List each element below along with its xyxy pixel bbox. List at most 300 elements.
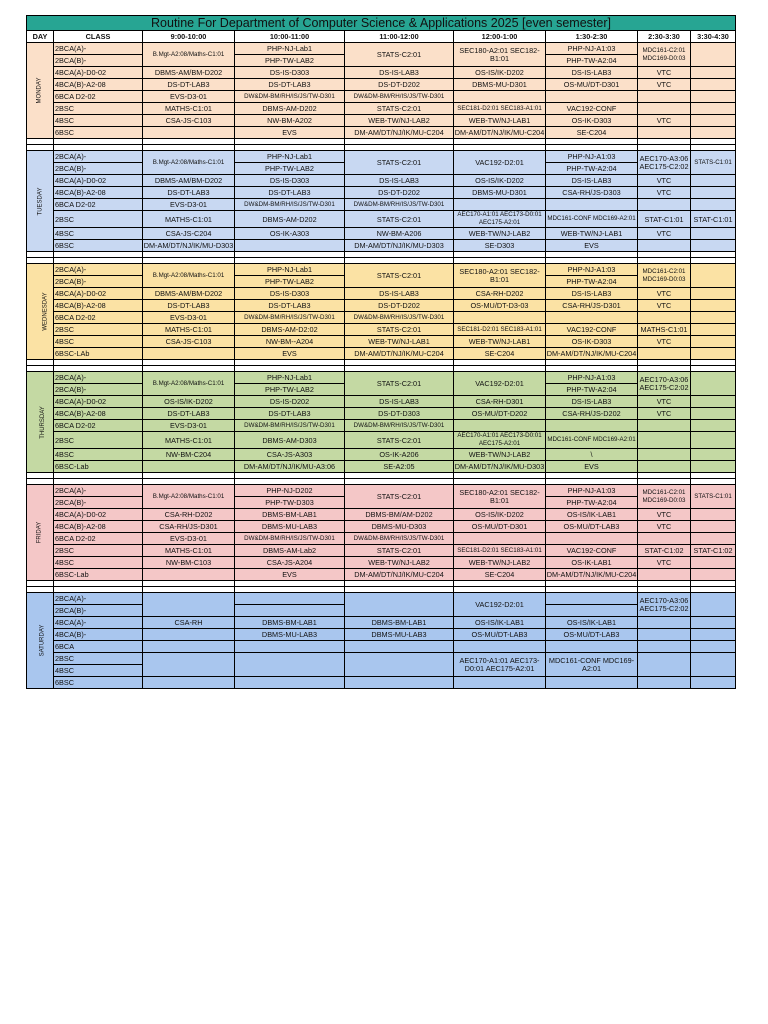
period-cell [638, 432, 691, 449]
period-cell [691, 677, 736, 689]
period-cell: B.Mgt-A2:08/Maths-C1:01 [143, 485, 235, 509]
class-label: 2BSC [54, 324, 143, 336]
period-cell [454, 199, 546, 211]
day-label-text: TUESDAY [37, 187, 44, 215]
class-label: 6BCA D2-02 [54, 312, 143, 324]
period-cell: EVS [546, 461, 638, 473]
period-cell: CSA-JS-A204 [235, 557, 345, 569]
period-cell: DW&DM-BM/RH/IS/JS/TW-D301 [235, 533, 345, 545]
class-label: 4BCA(A)-D0-02 [54, 67, 143, 79]
day-label-text: THURSDAY [39, 405, 46, 439]
period-cell: OS-MU/DT-LAB3 [454, 629, 546, 641]
routine-row [27, 449, 736, 461]
period-cell: CSA-RH-D301 [454, 396, 546, 408]
class-label: 4BCA(B)-A2-08 [54, 79, 143, 91]
period-cell: VTC [638, 67, 691, 79]
period-cell: DS-IS-LAB3 [345, 175, 454, 187]
day-label-text: SATURDAY [39, 624, 46, 657]
period-cell: DS-DT-LAB3 [235, 187, 345, 199]
period-cell [235, 641, 345, 653]
period-cell: OS-IK-D303 [546, 336, 638, 348]
period-cell: DS-DT-D202 [345, 79, 454, 91]
period-cell [345, 641, 454, 653]
period-cell [691, 629, 736, 641]
period-cell: EVS [546, 240, 638, 252]
period-cell: PHP-NJ-Lab1 [235, 372, 345, 384]
period-cell: OS-IS/IK-D202 [143, 396, 235, 408]
routine-row [27, 509, 736, 521]
class-label: 6BCA D2-02 [54, 91, 143, 103]
class-label: 6BCA D2-02 [54, 420, 143, 432]
period-cell [691, 187, 736, 199]
period-cell: PHP-TW-LAB2 [235, 276, 345, 288]
period-cell: WEB-TW/NJ-LAB1 [345, 336, 454, 348]
period-cell: STATS-C2:01 [345, 432, 454, 449]
routine-row [27, 348, 736, 360]
period-cell: DS-IS-D303 [235, 288, 345, 300]
period-cell: DBMS-AM/BM-D202 [143, 67, 235, 79]
period-cell [235, 240, 345, 252]
period-cell [345, 677, 454, 689]
routine-row [27, 677, 736, 689]
period-cell [691, 336, 736, 348]
period-cell [691, 43, 736, 67]
routine-row [27, 461, 736, 473]
period-cell: STAT-C1:02 [638, 545, 691, 557]
period-cell: VTC [638, 300, 691, 312]
day-label-text: FRIDAY [36, 521, 43, 544]
period-cell [691, 300, 736, 312]
period-cell: PHP-NJ-A1:03 [546, 485, 638, 497]
period-cell: VAC192-CONF [546, 103, 638, 115]
period-cell: SE-C204 [454, 569, 546, 581]
period-cell [691, 288, 736, 300]
period-cell [235, 653, 345, 677]
period-cell: VTC [638, 79, 691, 91]
period-cell: STATS-C1:01 [691, 485, 736, 509]
period-cell: DS-DT-LAB3 [235, 408, 345, 420]
period-cell [454, 420, 546, 432]
page-title: Routine For Department of Computer Science & Applications 2025 [even semester] [27, 16, 736, 31]
period-cell [143, 127, 235, 139]
period-cell: DM-AM/DT/NJ/IK/MU-C204 [345, 569, 454, 581]
period-cell: DS-DT-D303 [345, 408, 454, 420]
period-cell: OS-MU/DT-D301 [454, 521, 546, 533]
period-cell: DBMS-AM/BM-D202 [143, 288, 235, 300]
period-cell: DS-IS-LAB3 [546, 396, 638, 408]
day-label-text: WEDNESDAY [42, 292, 49, 331]
period-cell: PHP-NJ-Lab1 [235, 264, 345, 276]
period-cell: NW-BM-C103 [143, 557, 235, 569]
period-cell: CSA-RH-D202 [143, 509, 235, 521]
period-cell: DM-AM/DT/NJ/IK/MU-C204 [345, 127, 454, 139]
header-slot-5: 1:30-2:30 [546, 31, 638, 43]
period-cell: VAC192-CONF [546, 545, 638, 557]
routine-row [27, 432, 736, 449]
class-label: 2BSC [54, 545, 143, 557]
period-cell: B.Mgt-A2:08/Maths-C1:01 [143, 43, 235, 67]
period-cell: VTC [638, 509, 691, 521]
period-cell: DBMS-AM-Lab2 [235, 545, 345, 557]
period-cell: DW&DM-BM/RH/IS/JS/TW-D301 [235, 312, 345, 324]
routine-row [27, 43, 736, 55]
class-label: 6BSC [54, 127, 143, 139]
routine-row [27, 485, 736, 497]
period-cell [691, 396, 736, 408]
routine-row [27, 408, 736, 420]
period-cell: \ [546, 449, 638, 461]
routine-row [27, 336, 736, 348]
period-cell: B.Mgt-A2:08/Maths-C1:01 [143, 372, 235, 396]
period-cell: CSA-RH/JS-D301 [546, 300, 638, 312]
routine-row [27, 115, 736, 127]
period-cell: PHP-TW-LAB2 [235, 163, 345, 175]
period-cell: EVS [235, 348, 345, 360]
period-cell: MATHS-C1:01 [143, 103, 235, 115]
routine-row [27, 653, 736, 665]
period-cell: EVS-D3-01 [143, 91, 235, 103]
period-cell [454, 641, 546, 653]
period-cell [691, 348, 736, 360]
period-cell: DS-DT-LAB3 [143, 187, 235, 199]
period-cell [638, 569, 691, 581]
period-cell [143, 629, 235, 641]
period-cell: VAC192-D2:01 [454, 151, 546, 175]
period-cell: MDC161-CONF MDC169-A2:01 [546, 432, 638, 449]
period-cell [235, 593, 345, 605]
period-cell: WEB-TW/NJ-LAB2 [454, 557, 546, 569]
period-cell [691, 569, 736, 581]
period-cell: DM-AM/DT/NJ/IK/MU-D303 [345, 240, 454, 252]
period-cell: VTC [638, 408, 691, 420]
period-cell: VTC [638, 396, 691, 408]
routine-row [27, 545, 736, 557]
period-cell [638, 199, 691, 211]
routine-row [27, 151, 736, 163]
period-cell [143, 653, 235, 677]
period-cell: SEC180-A2:01 SEC182-B1:01 [454, 485, 546, 509]
routine-row [27, 617, 736, 629]
period-cell [235, 677, 345, 689]
period-cell: DW&DM-BM/RH/IS/JS/TW-D301 [345, 91, 454, 103]
period-cell: VTC [638, 228, 691, 240]
period-cell: STATS-C2:01 [345, 151, 454, 175]
period-cell: VAC192-CONF [546, 324, 638, 336]
period-cell: NW-BM-A202 [235, 115, 345, 127]
period-cell: CSA-JS-A303 [235, 449, 345, 461]
class-label: 2BCA(A)- [54, 43, 143, 55]
period-cell: STATS-C2:01 [345, 372, 454, 396]
period-cell: PHP-TW-A2:04 [546, 55, 638, 67]
routine-row [27, 288, 736, 300]
period-cell [454, 312, 546, 324]
period-cell: DS-IS-LAB3 [345, 396, 454, 408]
period-cell: DM-AM/DT/NJ/IK/MU-C204 [454, 128, 545, 137]
period-cell [691, 79, 736, 91]
routine-row [27, 187, 736, 199]
period-cell: STAT-C1:02 [691, 545, 736, 557]
period-cell: MATHS-C1:01 [143, 211, 235, 228]
period-cell: WEB-TW/NJ-LAB2 [345, 115, 454, 127]
header-slot-7: 3:30-4:30 [691, 31, 736, 43]
class-label: 2BCA(B)- [54, 55, 143, 67]
period-cell: DM-AM/DT/NJ/IK/MU-D303 [454, 462, 545, 471]
period-cell: WEB-TW/NJ-LAB1 [454, 115, 546, 127]
period-cell: DS-IS-LAB3 [546, 288, 638, 300]
class-label: 2BCA(A)- [54, 264, 143, 276]
routine-row [27, 199, 736, 211]
period-cell [143, 348, 235, 360]
period-cell: DBMS-AM-D202 [235, 211, 345, 228]
period-cell: WEB-TW/NJ-LAB2 [345, 557, 454, 569]
routine-row [27, 420, 736, 432]
header-slot-2: 10:00-11:00 [235, 31, 345, 43]
period-cell: WEB-TW/NJ-LAB2 [454, 449, 546, 461]
class-label: 6BCA D2-02 [54, 533, 143, 545]
routine-row [27, 79, 736, 91]
period-cell: MATHS-C1:01 [143, 432, 235, 449]
period-cell: OS-MU/DT-LAB3 [546, 629, 638, 641]
routine-row [27, 312, 736, 324]
period-cell: STATS-C2:01 [345, 264, 454, 288]
day-label-text: MONDAY [36, 77, 43, 104]
period-cell: STATS-C2:01 [345, 103, 454, 115]
routine-row [27, 127, 736, 139]
period-cell: SEC180-A2:01 SEC182-B1:01 [454, 264, 546, 288]
period-cell: PHP-TW-A2:04 [546, 497, 638, 509]
period-cell: DBMS-MU-D301 [454, 79, 546, 91]
class-label: 4BSC [54, 665, 143, 677]
period-cell: STATS-C1:01 [691, 151, 736, 175]
period-cell: DBMS-BM-LAB1 [345, 617, 454, 629]
period-cell: DM-AM/DT/NJ/IK/MU-C204 [345, 348, 454, 360]
period-cell [345, 653, 454, 677]
period-cell: CSA-JS-C103 [143, 336, 235, 348]
class-label: 2BCA(B)- [54, 497, 143, 509]
period-cell [691, 264, 736, 288]
period-cell: MATHS-C1:01 [638, 324, 691, 336]
period-cell: AEC170-A3:06 AEC175-C2:02 [638, 593, 691, 617]
class-label: 4BSC [54, 336, 143, 348]
period-cell: DS-IS-D303 [235, 67, 345, 79]
routine-row [27, 240, 736, 252]
routine-row [27, 557, 736, 569]
period-cell: DS-DT-LAB3 [235, 79, 345, 91]
period-cell [638, 420, 691, 432]
period-cell: SE-A2:05 [345, 461, 454, 473]
period-cell: VTC [638, 288, 691, 300]
header-day: DAY [27, 31, 54, 43]
period-cell: DBMS-BM/AM-D202 [345, 509, 454, 521]
period-cell: PHP-TW-A2:04 [546, 163, 638, 175]
period-cell: SE-C204 [546, 127, 638, 139]
period-cell: VTC [638, 187, 691, 199]
class-label: 4BCA(A)-D0-02 [54, 175, 143, 187]
period-cell: CSA-JS-C103 [143, 115, 235, 127]
period-cell: PHP-TW-LAB2 [235, 55, 345, 67]
period-cell: SEC180-A2:01 SEC182-B1:01 [454, 43, 546, 67]
period-cell [691, 653, 736, 677]
period-cell [691, 228, 736, 240]
period-cell [143, 641, 235, 653]
routine-row [27, 91, 736, 103]
period-cell: MDC161-C2:01 MDC169-D0:03 [638, 264, 691, 288]
period-cell: STATS-C2:01 [345, 324, 454, 336]
period-cell: OS-IS/IK-LAB1 [454, 617, 546, 629]
period-cell: VTC [638, 557, 691, 569]
routine-row [27, 521, 736, 533]
period-cell [691, 199, 736, 211]
period-cell [638, 91, 691, 103]
period-cell [691, 557, 736, 569]
routine-row [27, 175, 736, 187]
day-label [27, 372, 54, 473]
period-cell: STAT-C1:01 [691, 211, 736, 228]
class-label: 6BCA [54, 641, 143, 653]
period-cell [691, 420, 736, 432]
period-cell: DS-DT-D202 [345, 187, 454, 199]
class-label: 4BCA(B)-A2-08 [54, 521, 143, 533]
period-cell: AEC170-A3:06 AEC175-C2:02 [638, 372, 691, 396]
period-cell [546, 641, 638, 653]
period-cell [691, 509, 736, 521]
period-cell [638, 533, 691, 545]
period-cell: CSA-RH/JS-D301 [143, 521, 235, 533]
routine-row [27, 300, 736, 312]
period-cell: STATS-C2:01 [345, 43, 454, 67]
period-cell: EVS-D3-01 [143, 312, 235, 324]
period-cell: OS-IS/IK-D202 [454, 67, 546, 79]
class-label: 6BCA D2-02 [54, 199, 143, 211]
period-cell: OS-MU/DT-D301 [546, 79, 638, 91]
period-cell: OS-IS/IK-LAB1 [546, 617, 638, 629]
period-cell: DBMS-BM-LAB1 [235, 509, 345, 521]
period-cell: OS-MU/DT-D3-03 [454, 300, 546, 312]
period-cell: CSA-RH-D202 [454, 288, 546, 300]
class-label: 4BCA(B)- [54, 629, 143, 641]
period-cell: OS-IS/IK-D202 [454, 509, 546, 521]
class-label: 2BCA(B)- [54, 163, 143, 175]
header-slot-4: 12:00-1:00 [454, 31, 546, 43]
period-cell: SE-C204 [454, 348, 546, 360]
period-cell: DBMS-AM-D2:02 [235, 324, 345, 336]
period-cell: DW&DM-BM/RH/IS/JS/TW-D301 [345, 312, 454, 324]
period-cell: PHP-NJ-A1:03 [546, 264, 638, 276]
period-cell [454, 91, 546, 103]
period-cell [691, 408, 736, 420]
class-label: 2BCA(A)- [54, 593, 143, 605]
period-cell: DS-DT-D202 [345, 300, 454, 312]
period-cell: DBMS-MU-D301 [454, 187, 546, 199]
period-cell: PHP-TW-A2:04 [546, 384, 638, 396]
routine-row [27, 324, 736, 336]
period-cell [638, 617, 691, 629]
period-cell: STATS-C2:01 [345, 485, 454, 509]
period-cell: B.Mgt-A2:08/Maths-C1:01 [143, 151, 235, 175]
class-label: 2BCA(B)- [54, 384, 143, 396]
period-cell: MDC161-CONF MDC169-A2:01 [546, 653, 638, 677]
period-cell: SEC181-D2:01 SEC183-A1:01 [454, 103, 546, 115]
period-cell [691, 127, 736, 139]
routine-row [27, 396, 736, 408]
period-cell: DM-AM/DT/NJ/IK/MU-C204 [546, 349, 637, 358]
day-label [27, 485, 54, 581]
period-cell [691, 324, 736, 336]
period-cell: DW&DM-BM/RH/IS/JS/TW-D301 [235, 91, 345, 103]
period-cell [546, 420, 638, 432]
period-cell: DS-DT-LAB3 [143, 300, 235, 312]
period-cell [143, 677, 235, 689]
period-cell: DM-AM/DT/NJ/IK/MU-C204 [546, 570, 637, 579]
period-cell: STATS-C2:01 [345, 211, 454, 228]
period-cell [638, 461, 691, 473]
period-cell [546, 605, 638, 617]
period-cell: DBMS-AM-D303 [235, 432, 345, 449]
class-label: 4BSC [54, 115, 143, 127]
period-cell [691, 312, 736, 324]
class-label: 4BSC [54, 228, 143, 240]
period-cell: MDC161-CONF MDC169-A2:01 [546, 211, 638, 228]
class-label: 6BSC-Lab [54, 461, 143, 473]
class-label: 2BSC [54, 653, 143, 665]
period-cell: VTC [638, 115, 691, 127]
period-cell [143, 593, 235, 617]
class-label: 6BSC-Lab [54, 569, 143, 581]
period-cell: OS-MU/DT-LAB3 [546, 521, 638, 533]
period-cell [691, 449, 736, 461]
class-label: 2BCA(A)- [54, 151, 143, 163]
class-label: 4BCA(B)-A2-08 [54, 408, 143, 420]
routine-row [27, 629, 736, 641]
period-cell: PHP-NJ-A1:03 [546, 151, 638, 163]
period-cell: OS-MU/DT-D202 [454, 408, 546, 420]
period-cell: DW&DM-BM/RH/IS/JS/TW-D301 [235, 420, 345, 432]
period-cell: VTC [638, 521, 691, 533]
period-cell: PHP-NJ-Lab1 [235, 151, 345, 163]
routine-row [27, 264, 736, 276]
period-cell: AEC170-A1:01 AEC173-D0:01 AEC175-A2:01 [454, 432, 546, 449]
period-cell [638, 641, 691, 653]
header-row [27, 31, 736, 43]
period-cell [691, 533, 736, 545]
period-cell [143, 461, 235, 473]
period-cell: STATS-C2:01 [345, 545, 454, 557]
period-cell: PHP-NJ-D202 [235, 485, 345, 497]
routine-row [27, 67, 736, 79]
day-label [27, 264, 54, 360]
class-label: 4BCA(A)- [54, 617, 143, 629]
period-cell [638, 348, 691, 360]
period-cell: OS-IK-LAB1 [546, 557, 638, 569]
period-cell: DBMS-MU-LAB3 [235, 629, 345, 641]
period-cell [546, 677, 638, 689]
period-cell: VTC [638, 336, 691, 348]
period-cell [691, 240, 736, 252]
period-cell [691, 175, 736, 187]
period-cell: DM-AM/DT/NJ/IK/MU-A3:06 [235, 461, 345, 473]
period-cell: NW-BM-A206 [345, 228, 454, 240]
routine-row [27, 228, 736, 240]
period-cell [691, 67, 736, 79]
period-cell: OS-IK-D303 [546, 115, 638, 127]
class-label: 6BSC [54, 240, 143, 252]
period-cell: PHP-TW-A2:04 [546, 276, 638, 288]
period-cell: PHP-NJ-A1:03 [546, 372, 638, 384]
period-cell: STAT-C1:01 [638, 211, 691, 228]
period-cell: VAC192-D2:01 [454, 372, 546, 396]
period-cell: MATHS-C1:01 [143, 545, 235, 557]
period-cell [638, 677, 691, 689]
